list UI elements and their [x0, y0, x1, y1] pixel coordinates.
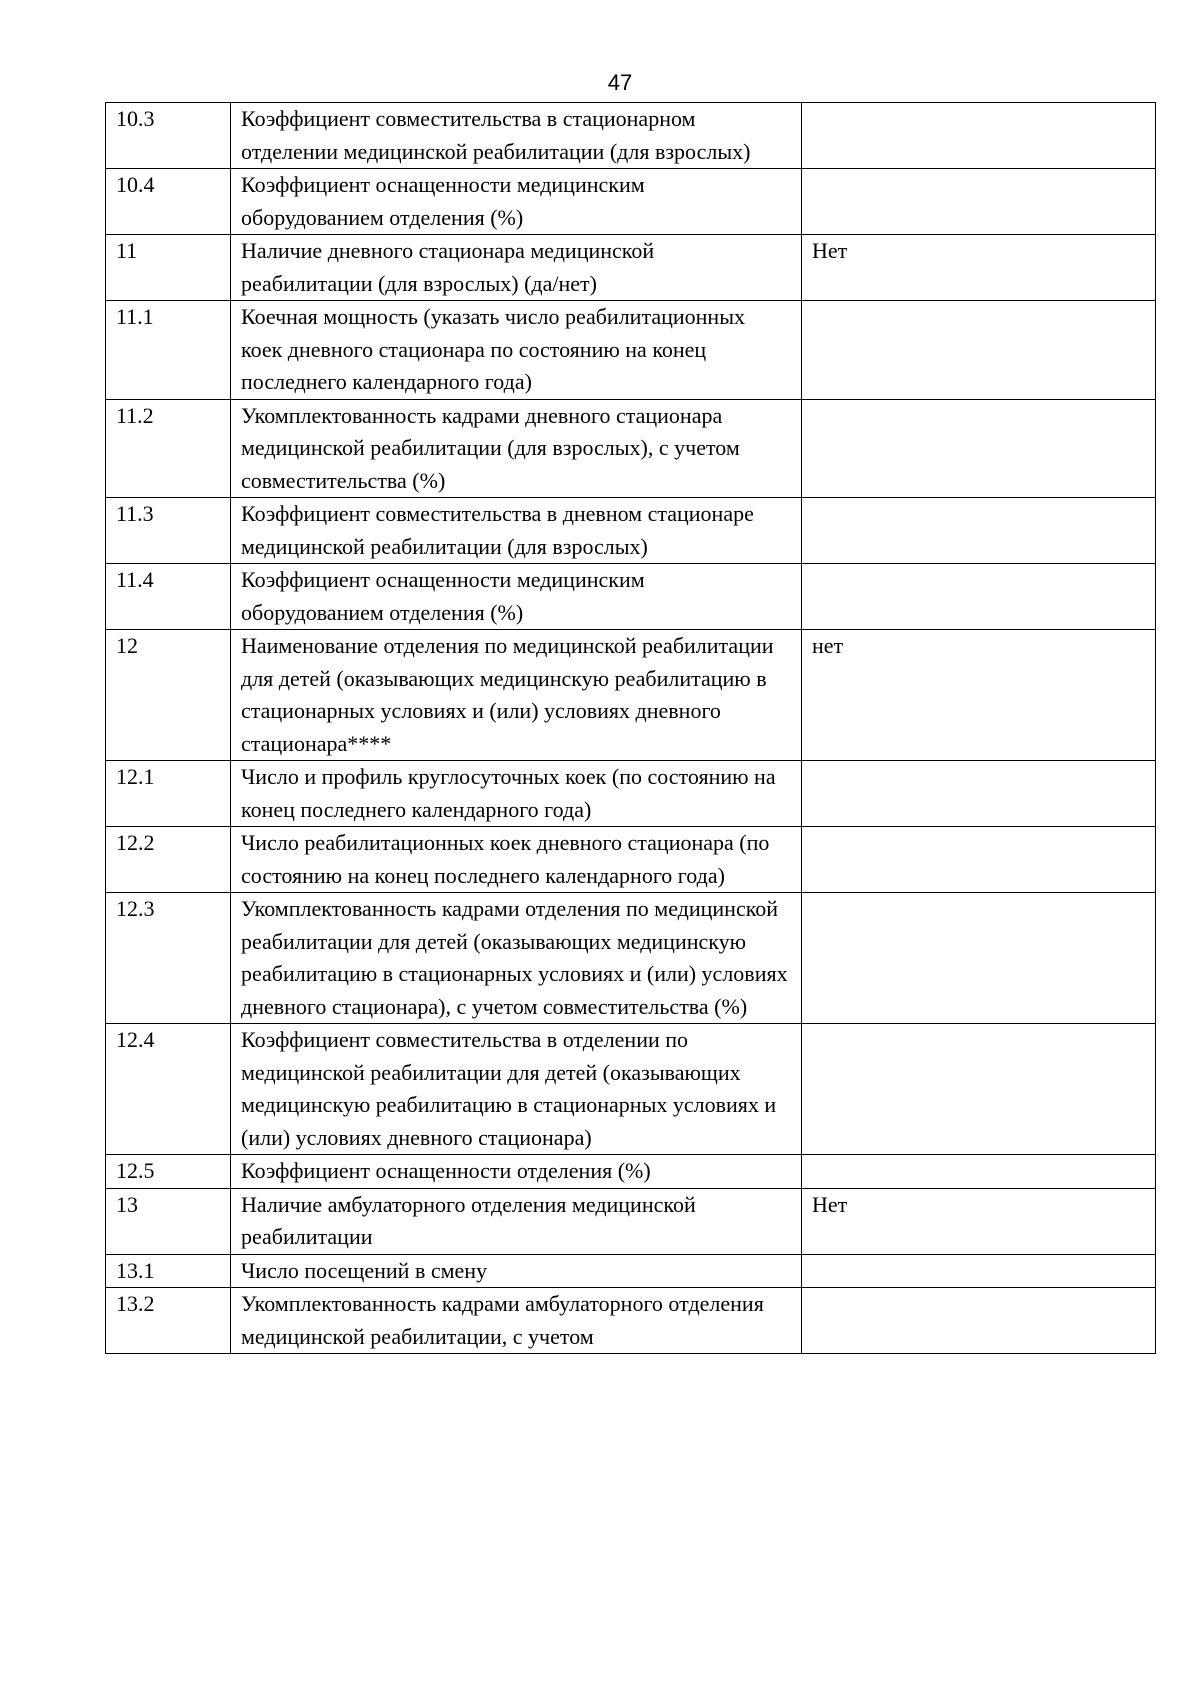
row-number: 12.1: [106, 761, 231, 827]
page-number: 47: [607, 70, 633, 95]
row-description: Число реабилитационных коек дневного стационара (по состоянию на конец последнего календарного года): [231, 827, 802, 893]
table-row: [106, 827, 1156, 893]
row-description: Число посещений в смену: [231, 1254, 802, 1288]
row-number: 11.2: [106, 399, 231, 498]
row-description: Укомплектованность кадрами дневного стационара медицинской реабилитации (для взрослых), с учетом совместительства (%): [231, 399, 802, 498]
row-number: 13: [106, 1188, 231, 1254]
table-row: [106, 301, 1156, 400]
row-description: Коэффициент оснащенности медицинским оборудованием отделения (%): [231, 169, 802, 235]
indicator-table: [105, 102, 1156, 1354]
row-description: Коэффициент оснащенности отделения (%): [231, 1155, 802, 1189]
row-number: 13.1: [106, 1254, 231, 1288]
row-value: [802, 498, 1156, 564]
row-value: [802, 564, 1156, 630]
row-value: [802, 1254, 1156, 1288]
row-number: 12.3: [106, 893, 231, 1024]
row-description: Число и профиль круглосуточных коек (по состоянию на конец последнего календарного года): [231, 761, 802, 827]
row-description: Укомплектованность кадрами отделения по медицинской реабилитации для детей (оказывающих медицинскую реабилитацию в стационарных условиях и (или) условиях дневного стационара), с учетом совместительства (%): [231, 893, 802, 1024]
row-value: [802, 399, 1156, 498]
table-row: [106, 630, 1156, 761]
table-row: [106, 169, 1156, 235]
row-number: 11.4: [106, 564, 231, 630]
row-description: Коечная мощность (указать число реабилитационных коек дневного стационара по состоянию на конец последнего календарного года): [231, 301, 802, 400]
table-row: [106, 761, 1156, 827]
table-row: [106, 235, 1156, 301]
row-description: Наименование отделения по медицинской реабилитации для детей (оказывающих медицинскую реабилитацию в стационарных условиях и (или) условиях дневного стационара****: [231, 630, 802, 761]
row-number: 10.4: [106, 169, 231, 235]
row-value: [802, 103, 1156, 169]
row-value: [802, 1024, 1156, 1155]
row-description: Наличие дневного стационара медицинской реабилитации (для взрослых) (да/нет): [231, 235, 802, 301]
row-number: 13.2: [106, 1288, 231, 1354]
row-value: Нет: [802, 235, 1156, 301]
table-row: [106, 498, 1156, 564]
row-value: нет: [802, 630, 1156, 761]
row-value: [802, 761, 1156, 827]
row-number: 12.2: [106, 827, 231, 893]
row-value: [802, 1155, 1156, 1189]
table-row: [106, 1188, 1156, 1254]
row-description: Коэффициент совместительства в отделении по медицинской реабилитации для детей (оказывающих медицинскую реабилитацию в стационарных условиях и (или) условиях дневного стационара): [231, 1024, 802, 1155]
table-row: [106, 564, 1156, 630]
table-row: [106, 1024, 1156, 1155]
row-value: [802, 827, 1156, 893]
row-value: [802, 893, 1156, 1024]
row-description: Коэффициент оснащенности медицинским оборудованием отделения (%): [231, 564, 802, 630]
table-row: [106, 893, 1156, 1024]
row-number: 12.4: [106, 1024, 231, 1155]
row-number: 12.5: [106, 1155, 231, 1189]
row-number: 11.3: [106, 498, 231, 564]
table-row: [106, 1288, 1156, 1354]
row-value: Нет: [802, 1188, 1156, 1254]
table-row: [106, 1254, 1156, 1288]
row-description: Укомплектованность кадрами амбулаторного отделения медицинской реабилитации, с учетом: [231, 1288, 802, 1354]
row-value: [802, 301, 1156, 400]
row-number: 11: [106, 235, 231, 301]
table-row: [106, 399, 1156, 498]
row-number: 11.1: [106, 301, 231, 400]
row-description: Наличие амбулаторного отделения медицинской реабилитации: [231, 1188, 802, 1254]
row-number: 12: [106, 630, 231, 761]
row-description: Коэффициент совместительства в дневном стационаре медицинской реабилитации (для взрослых): [231, 498, 802, 564]
row-number: 10.3: [106, 103, 231, 169]
row-value: [802, 1288, 1156, 1354]
row-description: Коэффициент совместительства в стационарном отделении медицинской реабилитации (для взрослых): [231, 103, 802, 169]
row-value: [802, 169, 1156, 235]
table-row: [106, 103, 1156, 169]
table-row: [106, 1155, 1156, 1189]
